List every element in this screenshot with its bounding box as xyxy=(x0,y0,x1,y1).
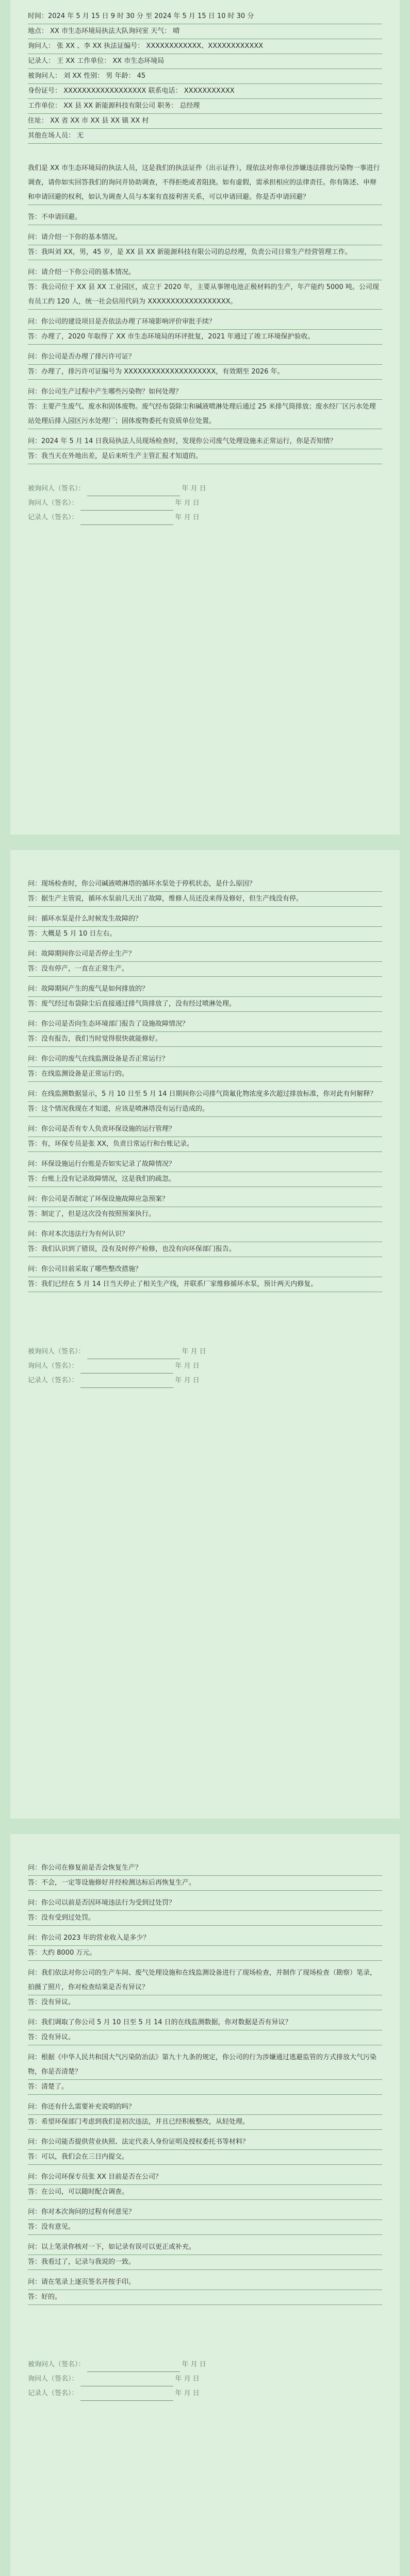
recorder-signature: 记录人（签名）： 年 月 日 xyxy=(28,511,382,525)
respondent-signature: 被询问人（签名）： 年 月 日 xyxy=(28,1345,382,1359)
qa-line: 答：没有异议。 xyxy=(28,1995,382,2010)
qa-line: 答：我叫刘 XX，男，45 岁，是 XX 县 XX 新能源科技有限公司的总经理，负责公司日常生产经营管理工作。 xyxy=(28,245,382,260)
recorder-signature: 记录人（签名）： 年 月 日 xyxy=(28,2386,382,2401)
qa-line: 答：我们已经在 5 月 14 日当天停止了相关生产线，并联系厂家维修循环水泵，预计两天内修复。 xyxy=(28,1277,382,1292)
respondent-signature: 被询问人（签名）： 年 月 日 xyxy=(28,482,382,496)
header-work: 工作单位： XX 县 XX 新能源科技有限公司 职务： 总经理 xyxy=(28,99,382,114)
qa-line: 答：没有异议。 xyxy=(28,2030,382,2045)
qa-line: 问：循环水泵是什么时候发生故障的？ xyxy=(28,912,382,927)
qa-line: 问：你公司的建设项目是否依法办理了环境影响评价审批手续？ xyxy=(28,315,382,330)
qa-line: 问：环保设施运行台账是否如实记录了故障情况？ xyxy=(28,1157,382,1172)
qa-line: 答：在公司，可以随时配合调查。 xyxy=(28,2185,382,2200)
header-id: 身份证号： XXXXXXXXXXXXXXXXXX 联系电话： XXXXXXXXXXX xyxy=(28,84,382,99)
intro-paragraph: 我们是 XX 市生态环境局的执法人员，这是我们的执法证件（出示证件），现依法对你单位涉嫌违法排放污染物一事进行调查，请你如实回答我们的询问并协助调查，不得拒绝或者阻挠。如有虚假，需承担相应的法律责任。你有陈述、申辩和申请回避的权利，如认为调查人员与本案有直接利害关系，可以申请回避。你是否申请回避？ xyxy=(28,161,382,205)
qa-line: 问：你对本次询问的过程有何意见？ xyxy=(28,2205,382,2220)
qa-line: 问：你公司目前采取了哪些整改措施？ xyxy=(28,1262,382,1277)
qa-line: 答：没有受到过处罚。 xyxy=(28,1911,382,1926)
qa-line: 问：你公司是否制定了环保设施故障应急预案？ xyxy=(28,1192,382,1207)
qa-line: 问：你还有什么需要补充说明的吗？ xyxy=(28,2100,382,2115)
qa-line: 答：台账上没有记录故障情况，这是我们的疏忽。 xyxy=(28,1172,382,1187)
qa-line: 问：你公司以前是否因环境违法行为受到过处罚？ xyxy=(28,1896,382,1911)
qa-line: 答：我们认识到了错误，没有及时停产检修，也没有向环保部门报告。 xyxy=(28,1242,382,1257)
qa-line: 问：你公司在修复前是否会恢复生产？ xyxy=(28,1861,382,1876)
recorder-signature: 记录人（签名）： 年 月 日 xyxy=(28,1374,382,1388)
record-page-1 xyxy=(10,0,400,835)
qa-line: 答：我当天在外地出差，是后来听生产主管汇报才知道的。 xyxy=(28,449,382,464)
qa-line: 答：没有意见。 xyxy=(28,2220,382,2235)
qa-line: 答：有，环保专员是张 XX，负责日常运行和台账记录。 xyxy=(28,1137,382,1152)
qa-line: 答：希望环保部门考虑到我们是初次违法，并且已经积极整改，从轻处理。 xyxy=(28,2115,382,2130)
record-page-2 xyxy=(10,850,400,1819)
qa-line: 问：你公司生产过程中产生哪些污染物？如何处理？ xyxy=(28,385,382,400)
qa-line: 问：根据《中华人民共和国大气污染防治法》第九十九条的规定，你公司的行为涉嫌通过逃避监管的方式排放大气污染物，你是否清楚？ xyxy=(28,2050,382,2080)
qa-line: 问：以上笔录你核对一下，如记录有误可以更正或补充。 xyxy=(28,2240,382,2255)
qa-line: 问：请介绍一下你的基本情况。 xyxy=(28,230,382,245)
qa-line: 答：大约 8000 万元。 xyxy=(28,1946,382,1961)
qa-line: 问：我们调取了你公司 5 月 10 日至 5 月 14 日的在线监测数据，你对数据是否有异议？ xyxy=(28,2015,382,2030)
qa-line: 问：请介绍一下你公司的基本情况。 xyxy=(28,265,382,280)
header-respondent: 被询问人： 刘 XX 性别： 男 年龄： 45 xyxy=(28,69,382,84)
qa-line: 问：你公司的废气在线监测设备是否正常运行？ xyxy=(28,1052,382,1067)
header-questioner: 询问人： 张 XX 、李 XX 执法证编号： XXXXXXXXXXXX、XXXXXXXXXXXX xyxy=(28,39,382,54)
qa-line: 答：在线监测设备是正常运行的。 xyxy=(28,1067,382,1082)
qa-line: 问：请在笔录上逐页签名并按手印。 xyxy=(28,2275,382,2290)
qa-line: 答：可以，我们会在三日内提交。 xyxy=(28,2150,382,2165)
respondent-signature: 被询问人（签名）： 年 月 日 xyxy=(28,2358,382,2372)
record-page-3 xyxy=(10,1834,400,2576)
qa-line: 问：你公司能否提供营业执照、法定代表人身份证明及授权委托书等材料？ xyxy=(28,2135,382,2150)
qa-line: 答：清楚了。 xyxy=(28,2080,382,2095)
qa-line: 问：你公司环保专员张 XX 目前是否在公司？ xyxy=(28,2170,382,2185)
header-time: 时间：2024 年 5 月 15 日 9 时 30 分 至 2024 年 5 月 15 日 10 时 30 分 xyxy=(28,9,382,24)
qa-line: 问：你公司是否办理了排污许可证？ xyxy=(28,350,382,365)
qa-line: 问：2024 年 5 月 14 日我局执法人员现场检查时，发现你公司废气处理设施未正常运行，你是否知情？ xyxy=(28,434,382,449)
questioner-signature: 询问人（签名）： 年 月 日 xyxy=(28,496,382,511)
qa-line: 问：在线监测数据显示，5 月 10 日至 5 月 14 日期间你公司排气筒氟化物浓度多次超过排放标准，你对此有何解释？ xyxy=(28,1087,382,1102)
qa-line: 问：你公司是否向生态环境部门报告了设施故障情况？ xyxy=(28,1017,382,1032)
qa-line: 答：不申请回避。 xyxy=(28,210,382,225)
qa-line: 问：故障期间产生的废气是如何排放的？ xyxy=(28,982,382,997)
qa-line: 答：不会，一定等设施修好并经检测达标后再恢复生产。 xyxy=(28,1876,382,1891)
qa-line: 问：现场检查时，你公司碱液喷淋塔的循环水泵处于停机状态，是什么原因？ xyxy=(28,877,382,892)
qa-line: 答：大概是 5 月 10 日左右。 xyxy=(28,927,382,942)
header-recorder: 记录人： 王 XX 工作单位： XX 市生态环境局 xyxy=(28,54,382,69)
qa-line: 答：据生产主管说，循环水泵前几天出了故障，维修人员还没来得及修好，但生产线没有停。 xyxy=(28,892,382,907)
qa-line: 答：主要产生废气、废水和固体废物。废气经布袋除尘和碱液喷淋处理后通过 25 米排气筒排放；废水经厂区污水处理站处理后排入园区污水处理厂；固体废物委托有资质单位处置。 xyxy=(28,400,382,429)
qa-line: 答：没有报告，我们当时觉得很快就能修好。 xyxy=(28,1032,382,1047)
qa-line: 问：我们依法对你公司的生产车间、废气处理设施和在线监测设备进行了现场检查，并制作了现场检查（勘察）笔录，拍摄了照片，你对检查结果是否有异议？ xyxy=(28,1966,382,1995)
qa-line: 答：制定了，但是这次没有按照预案执行。 xyxy=(28,1207,382,1222)
qa-line: 答：这个情况我现在才知道，应该是喷淋塔没有运行造成的。 xyxy=(28,1102,382,1117)
qa-line: 答：办理了，2020 年取得了 XX 市生态环境局的环评批复，2021 年通过了竣工环境保护验收。 xyxy=(28,330,382,345)
header-place: 地点： XX 市生态环境局执法大队询问室 天气： 晴 xyxy=(28,24,382,39)
qa-line: 问：你对本次违法行为有何认识？ xyxy=(28,1227,382,1242)
qa-line: 答：废气经过布袋除尘后直接通过排气筒排放了，没有经过喷淋处理。 xyxy=(28,997,382,1012)
qa-line: 答：我公司位于 XX 县 XX 工业园区，成立于 2020 年，主要从事锂电池正极材料的生产，年产能约 5000 吨。公司现有员工约 120 人，统一社会信用代码为 XXXXXXXXXXXXXXXXXX。 xyxy=(28,280,382,310)
qa-line: 问：你公司 2023 年的营业收入是多少？ xyxy=(28,1931,382,1946)
qa-line: 答：没有停产，一直在正常生产。 xyxy=(28,962,382,977)
qa-line: 问：你公司是否有专人负责环保设施的运行管理？ xyxy=(28,1122,382,1137)
header-address: 住址： XX 省 XX 市 XX 县 XX 镇 XX 村 xyxy=(28,114,382,129)
qa-line: 答：好的。 xyxy=(28,2290,382,2305)
questioner-signature: 询问人（签名）： 年 月 日 xyxy=(28,2372,382,2386)
qa-line: 问：故障期间你公司是否停止生产？ xyxy=(28,947,382,962)
qa-line: 答：我看过了，记录与我说的一致。 xyxy=(28,2255,382,2270)
questioner-signature: 询问人（签名）： 年 月 日 xyxy=(28,1359,382,1374)
header-other: 其他在场人员： 无 xyxy=(28,129,382,144)
qa-line: 答：办理了，排污许可证编号为 XXXXXXXXXXXXXXXXXXXX，有效期至 2026 年。 xyxy=(28,365,382,380)
